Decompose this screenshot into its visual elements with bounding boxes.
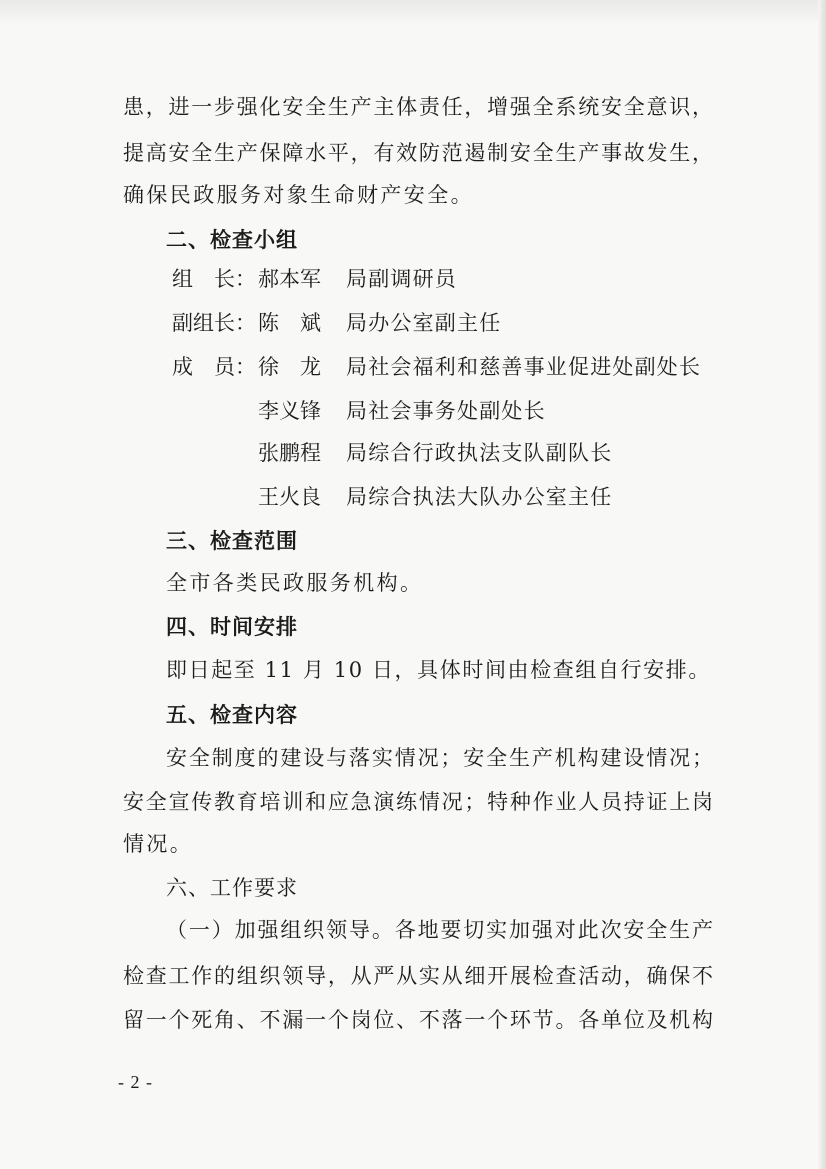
section-heading: 三、检查范围 <box>166 528 298 553</box>
scan-right-edge <box>818 0 826 1169</box>
paragraph-line: 留一个死角、不漏一个岗位、不落一个环节。各单位及机构 <box>123 1008 713 1032</box>
member-role: 局综合行政执法支队副队长 <box>346 441 613 465</box>
paragraph-line: 确保民政服务对象生命财产安全。 <box>123 183 474 207</box>
member-name: 李义锋 <box>258 399 321 423</box>
section-heading: 五、检查内容 <box>166 702 298 727</box>
section-text: 即日起至 11 月 10 日，具体时间由检查组自行安排。 <box>166 658 711 682</box>
member-role: 局综合执法大队办公室主任 <box>346 485 613 509</box>
section-heading: 六、工作要求 <box>166 876 298 900</box>
paragraph-line: 检查工作的组织领导，从严从实从细开展检查活动，确保不 <box>123 964 713 988</box>
page-number: - 2 - <box>118 1072 153 1092</box>
member-role: 局社会福利和慈善事业促进处副处长 <box>346 355 702 379</box>
member-name: 徐 龙 <box>258 355 321 379</box>
paragraph-line: 安全制度的建设与落实情况；安全生产机构建设情况； <box>166 746 713 770</box>
deputy-name: 陈 斌 <box>258 311 321 335</box>
section-heading: 二、检查小组 <box>166 227 298 252</box>
paragraph-line: （一）加强组织领导。各地要切实加强对此次安全生产 <box>166 918 713 942</box>
paragraph-line: 提高安全生产保障水平，有效防范遏制安全生产事故发生， <box>123 141 713 165</box>
member-name: 王火良 <box>258 485 321 509</box>
member-role: 局社会事务处副处长 <box>346 399 546 423</box>
paragraph-line: 安全宣传教育培训和应急演练情况；特种作业人员持证上岗 <box>123 790 713 814</box>
paragraph-line: 患，进一步强化安全生产主体责任，增强全系统安全意识， <box>123 95 713 119</box>
leader-role: 局副调研员 <box>346 267 457 291</box>
members-label: 成 员： <box>172 355 256 379</box>
scan-top-shadow <box>0 0 826 22</box>
leader-name: 郝本军 <box>258 267 321 291</box>
member-name: 张鹏程 <box>258 441 321 465</box>
section-text: 全市各类民政服务机构。 <box>166 571 424 595</box>
section-heading: 四、时间安排 <box>166 614 298 639</box>
deputy-role: 局办公室副主任 <box>346 311 502 335</box>
deputy-label: 副组长： <box>172 311 256 335</box>
paragraph-line: 情况。 <box>123 832 194 856</box>
leader-label: 组 长： <box>172 267 256 291</box>
